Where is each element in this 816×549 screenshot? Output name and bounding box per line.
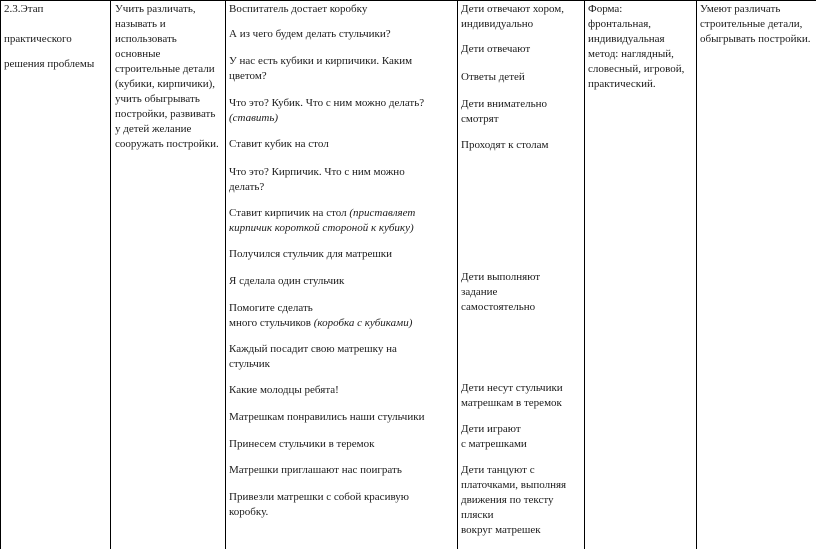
children-text: пляски [461,509,494,521]
stage-cell [1,2,110,72]
column-border [110,0,111,549]
column-border [696,0,697,549]
teacher-line: Привезли матрешки с собой красивую коробку. [229,491,409,518]
teacher-note: (коробка с кубиками) [313,317,413,329]
teacher-line: Получился стульчик для матрешки [229,248,393,260]
teacher-line: У нас есть кубики и кирпичики. Каким цветом? [229,55,413,82]
column-border [0,0,1,549]
methods-line: метод: наглядный, [588,48,674,60]
teacher-line: Ставит кубик на стол [229,138,329,150]
children-text: задание [461,286,498,298]
table-top-border [0,0,816,1]
teacher-line: Что это? Кирпичик. Что с ним можно делать? [229,166,405,193]
children-text: Дети играют [461,423,521,435]
teacher-line: Матрешкам понравились наши стульчики [229,411,425,423]
teacher-line: Я сделала один стульчик [229,275,345,287]
teacher-text: Помогите сделать [229,302,313,314]
methods-line: словесный, игровой, [588,63,685,75]
teacher-note: (приставляет кирпичик короткой стороной к кубику) [229,207,416,234]
methods-line: практический. [588,78,656,90]
children-text: с матрешками [461,438,527,450]
teacher-line: Какие молодцы ребята! [229,384,339,396]
teacher-note: (ставить) [229,112,279,124]
column-border [457,0,458,549]
stage-title-line: решения проблемы [4,58,95,70]
column-border [225,0,226,549]
teacher-line [229,301,412,331]
teacher-line: Каждый посадит свою матрешку на стульчик [229,343,397,370]
children-line: Дети отвечают хором, индивидуально [461,3,564,30]
children-text: Дети танцуют с [461,464,535,476]
outcomes-cell [697,2,815,47]
tasks-text: Учить различать, называть и использовать основные строительные детали (кубики, кирпичики), учить обыгрывать постройки, развивать у детей желание сооружать постройки. [115,3,219,150]
children-line: Дети внимательно смотрят [461,98,547,125]
teacher-line [229,206,439,236]
teacher-text: много стульчиков [229,317,314,329]
methods-line: Форма: [588,3,623,15]
teacher-line-2 [229,316,412,331]
teacher-text: Что это? Кубик. Что с ним можно делать? [229,97,425,109]
teacher-line: Воспитатель достает коробку [229,3,368,15]
teacher-line: Матрешки приглашают нас поиграть [229,464,402,476]
children-line: Дети несут стульчики матрешкам в теремок [461,382,563,409]
methods-line: фронтальная, [588,18,652,30]
children-line: Дети отвечают [461,43,531,55]
children-line [461,270,540,315]
children-line: Ответы детей [461,71,525,83]
children-text: Дети выполняют [461,271,541,283]
methods-line: индивидуальная [588,33,665,45]
stage-title-line: практического [4,33,72,45]
children-line: Проходят к столам [461,139,549,151]
children-line [461,463,581,538]
teacher-line: Принесем стульчики в теремок [229,438,375,450]
tasks-cell [112,2,222,152]
children-line [461,422,527,452]
teacher-line [229,96,429,126]
stage-number: 2.3.Этап [4,3,44,15]
children-text: вокруг матрешек [461,524,541,536]
outcomes-text: Умеют различать строительные детали, обыгрывать постройки. [700,3,811,45]
children-text: платочками, выполняя движения по тексту [461,479,567,506]
methods-cell [585,2,695,92]
teacher-line: А из чего будем делать стульчики? [229,28,391,40]
children-text: самостоятельно [461,301,536,313]
teacher-text: Ставит кирпичик на стол [229,207,350,219]
